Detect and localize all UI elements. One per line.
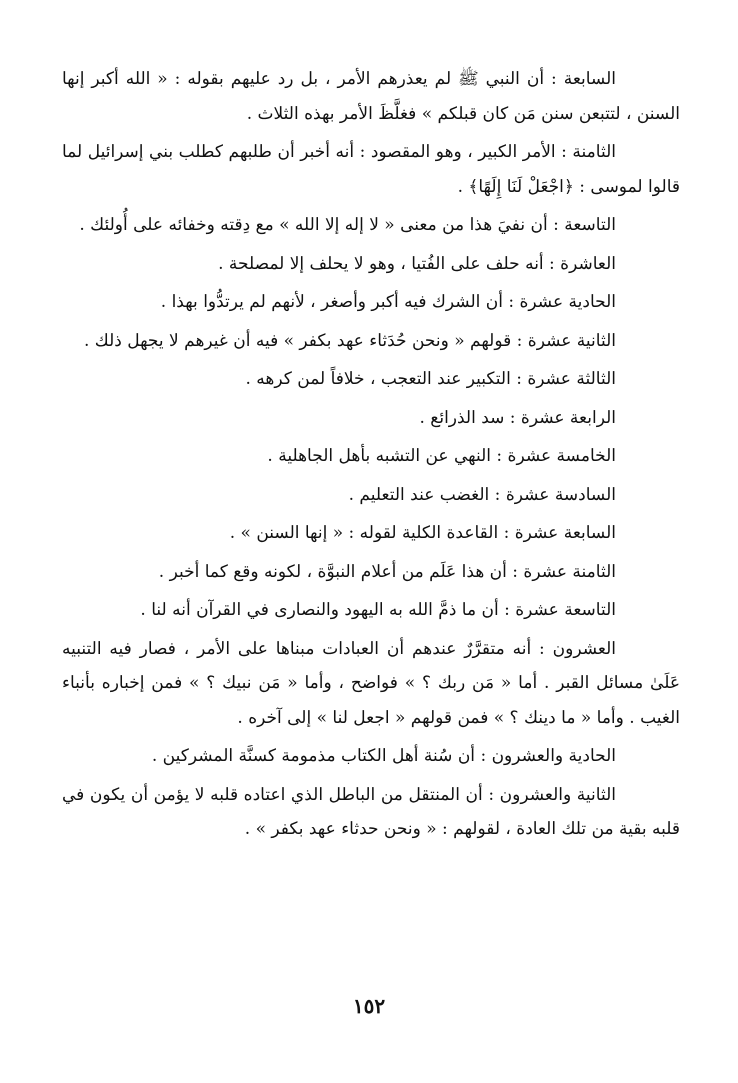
point-8: الثامنة : الأمر الكبير ، وهو المقصود : أنه أخبر أن طلبهم كطلب بني إسرائيل لما قالوا لموسى : ﴿اجْعَلْ لَنَا إِلَهًا﴾ . <box>62 142 680 197</box>
point-17: السابعة عشرة : القاعدة الكلية لقوله : « إنها السنن » . <box>229 523 616 543</box>
point-18: الثامنة عشرة : أن هذا عَلَم من أعلام النبوَّة ، لكونه وقع كما أخبر . <box>158 561 616 582</box>
point-10: العاشرة : أنه حلف على الفُتيا ، وهو لا يحلف إلا لمصلحة . <box>218 253 616 274</box>
point-7: السابعة : أن النبي ﷺ لم يعذرهم الأمر ، بل رد عليهم بقوله : « الله أكبر إنها السنن ، لتتبعن سنن مَن كان قبلكم » فغلَّظَ الأمر بهذه الثلاث . <box>62 69 680 124</box>
point-12: الثانية عشرة : قولهم « ونحن حُدَثاء عهد بكفر » فيه أن غيرهم لا يجهل ذلك . <box>83 330 616 351</box>
point-19: التاسعة عشرة : أن ما ذمَّ الله به اليهود والنصارى في القرآن أنه لنا . <box>140 600 616 620</box>
point-16: السادسة عشرة : الغضب عند التعليم . <box>348 484 616 505</box>
point-11: الحادية عشرة : أن الشرك فيه أكبر وأصغر ، لأنهم لم يرتدُّوا بهذا . <box>160 292 616 312</box>
page-number: ١٥٢ <box>352 994 386 1018</box>
point-22: الثانية والعشرون : أن المنتقل من الباطل الذي اعتاده قلبه لا يؤمن أن يكون في قلبه بقية من تلك العادة ، لقولهم : « ونحن حدثاء عهد بكفر » . <box>62 784 680 839</box>
point-14: الرابعة عشرة : سد الذرائع . <box>419 407 616 428</box>
point-9: التاسعة : أن نفيَ هذا من معنى « لا إله إلا الله » مع دِقته وخفائه على أُولئك . <box>79 215 616 235</box>
point-21: الحادية والعشرون : أن سُنة أهل الكتاب مذمومة كسنَّة المشركين . <box>151 746 616 766</box>
page-body <box>62 62 680 851</box>
point-13: الثالثة عشرة : التكبير عند التعجب ، خلافاً لمن كرهه . <box>245 369 616 389</box>
point-20: العشرون : أنه متقرَّرٌ عندهم أن العبادات مبناها على الأمر ، فصار فيه التنبيه عَلَىٰ مسائل القبر . أما « مَن ربك ؟ » فواضح ، وأما « مَن نبيك ؟ » فمن إخباره بأنباء الغيب . وأما « ما دينك ؟ » فمن قولهم « اجعل لنا » إلى آخره . <box>62 638 680 728</box>
point-15: الخامسة عشرة : النهي عن التشبه بأهل الجاهلية . <box>267 446 616 466</box>
